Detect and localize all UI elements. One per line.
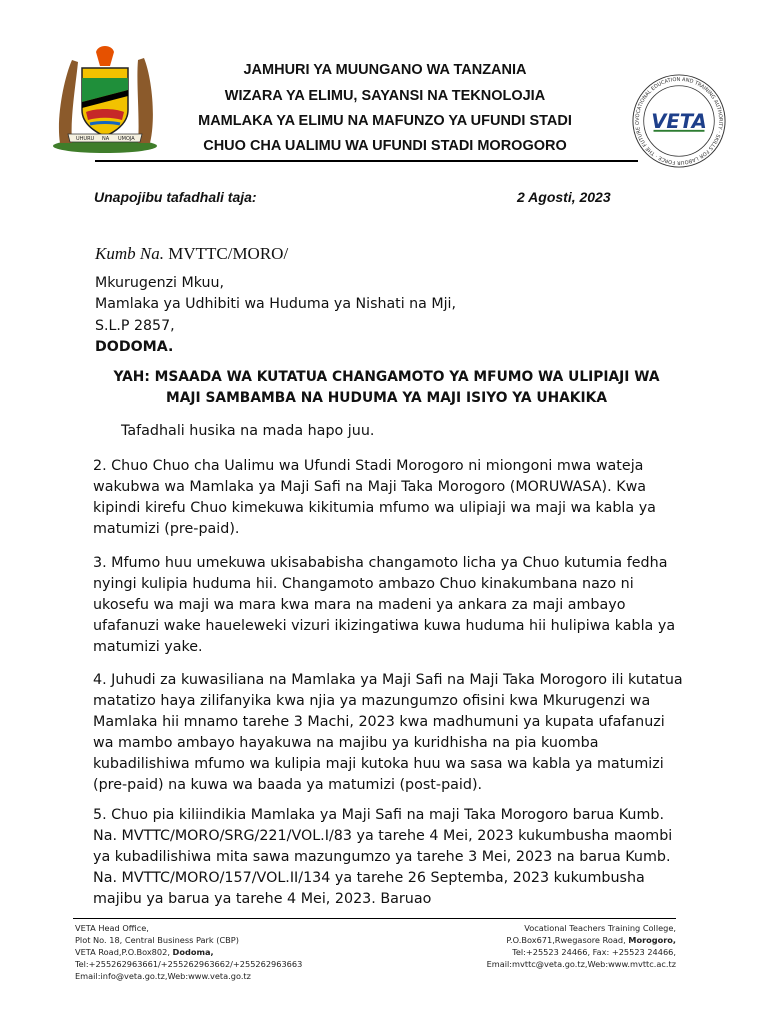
reference-number: MVTTC/MORO/ xyxy=(168,244,289,263)
footer-head-office xyxy=(75,922,302,982)
paragraph-1: Tafadhali husika na mada hapo juu. xyxy=(121,423,375,439)
seal-motto-left: UHURU xyxy=(76,136,95,142)
reference-label: Kumb Na. xyxy=(95,244,164,263)
reference-prompt: Unapojibu tafadhali taja: xyxy=(94,189,257,205)
paragraph-4: 4. Juhudi za kuwasiliana na Mamlaka ya Maji Safi na Maji Taka Morogoro ili kutatua matatizo haya zilifanyika kwa njia ya mazungumzo ofisini kwa Mkurugenzi wa Mamlaka hii mnamo tarehe 3 Machi, 2023 kwa madhumuni ya kupata ufafanuzi wa mambo ambayo hayakuwa na majibu ya kuridhisha na pia kuomba kubadilishiwa mfumo wa kulipia maji kutoka huu wa sasa wa kabla ya matumizi (pre-paid) na kuwa wa baada ya matumizi (post-paid). xyxy=(93,672,683,793)
logo-ring-text: VOCATIONAL EDUCATION AND TRAINING AUTHORITY · SKILLS FOR LABOUR FORCE · THE FUTURE O xyxy=(634,76,724,166)
footer-left-line-4: Tel:+255262963661/+255262963662/+255262963663 xyxy=(75,959,303,969)
header-divider xyxy=(95,160,638,162)
paragraph-3: 3. Mfumo huu umekuwa ukisababisha changamoto licha ya Chuo kutumia fedha nyingi kulipia huduma hii. Changamoto ambazo Chuo kinakumbana nazo ni ukosefu wa maji wa mara kwa mara na madeni ya ankara za maji ambayo ufafanuzi wake haueleweki vizuri ikizingatiwa kuwa huduma hii hulipiwa kabla ya matumizi yake. xyxy=(93,555,676,655)
subject-line-1: YAH: MSAADA WA KUTATUA CHANGAMOTO YA MFUMO WA ULIPIAJI WA xyxy=(113,369,660,385)
reference-line xyxy=(95,244,288,264)
recipient-org: Mamlaka ya Udhibiti wa Huduma ya Nishati na Mji, xyxy=(95,296,457,313)
footer-left-line-1: VETA Head Office, xyxy=(75,923,149,933)
recipient-title: Mkurugenzi Mkuu, xyxy=(95,275,224,291)
veta-logo xyxy=(630,72,728,170)
seal-motto-center: NA xyxy=(102,136,110,142)
subject-heading xyxy=(95,367,678,409)
recipient-address xyxy=(95,273,456,358)
footer-college-address xyxy=(487,922,676,970)
logo-text: VETA xyxy=(651,109,707,133)
footer-divider xyxy=(73,918,676,919)
subject-line-2: MAJI SAMBAMBA NA HUDUMA YA MAJI ISIYO YA UHAKIKA xyxy=(165,390,608,406)
footer-right-line-1: Vocational Teachers Training College, xyxy=(524,923,676,933)
footer-left-line-2: Plot No. 18, Central Business Park (CBP) xyxy=(75,935,239,945)
footer-left-line-3: VETA Road,P.O.Box802, Dodoma, xyxy=(75,947,214,957)
footer-right-line-4: Email:mvttc@veta.go.tz,Web:www.mvttc.ac.tz xyxy=(486,959,676,969)
header-ministry: WIZARA YA ELIMU, SAYANSI NA TEKNOLOJIA xyxy=(224,88,546,104)
recipient-po-box: S.L.P 2857, xyxy=(95,317,175,334)
footer-left-line-5: Email:info@veta.go.tz,Web:www.veta.go.tz xyxy=(75,971,251,981)
letter-date: 2 Agosti, 2023 xyxy=(517,189,611,205)
header-authority: MAMLAKA YA ELIMU NA MAFUNZO YA UFUNDI STADI xyxy=(198,113,572,129)
recipient-city: DODOMA. xyxy=(95,338,174,355)
paragraph-2: 2. Chuo Chuo cha Ualimu wa Ufundi Stadi Morogoro ni miongoni mwa wateja wakubwa wa Mamlaka ya Maji Safi na Maji Taka Morogoro (MORUWASA). Kwa kipindi kirefu Chuo kimekuwa kikitumia mfumo wa ulipiaji wa maji wa kabla ya matumizi (pre-paid). xyxy=(93,458,656,537)
footer-right-line-3: Tel:+25523 24466, Fax: +25523 24466, xyxy=(512,947,676,957)
header-country: JAMHURI YA MUUNGANO WA TANZANIA xyxy=(243,62,527,78)
seal-motto-right: UMOJA xyxy=(118,136,135,142)
paragraph-5: 5. Chuo pia kiliindikia Mamlaka ya Maji Safi na maji Taka Morogoro barua Kumb. Na. MVTTC/MORO/SRG/221/VOL.I/83 ya tarehe 4 Mei, 2023 kukumbusha maombi ya kubadilishiwa mita sawa mazungumzo ya tarehe 3 Mei, 2023 na barua Kumb. Na. MVTTC/MORO/157/VOL.II/134 ya tarehe 26 Septemba, 2023 kukumbusha majibu ya barua ya tarehe 4 Mei, 2023. Baruao xyxy=(93,807,673,907)
footer-right-line-2: P.O.Box671,Rwegasore Road, Morogoro, xyxy=(506,935,676,945)
coat-of-arms-seal xyxy=(46,38,164,156)
header-college: CHUO CHA UALIMU WA UFUNDI STADI MOROGORO xyxy=(203,138,567,154)
